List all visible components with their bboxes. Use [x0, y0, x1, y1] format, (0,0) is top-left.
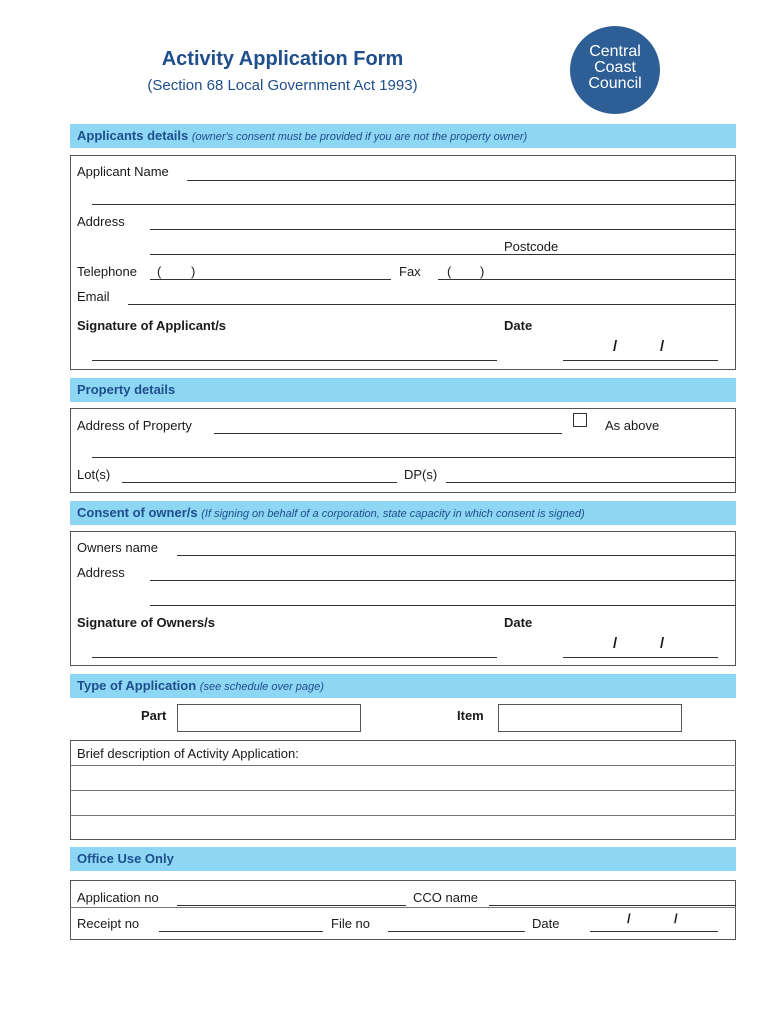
email-field[interactable]	[128, 304, 736, 305]
owners-date-field[interactable]	[563, 657, 718, 658]
type-note: (see schedule over page)	[199, 681, 324, 693]
applicants-heading: Applicants details	[77, 128, 189, 143]
consent-note: (If signing on behalf of a corporation, state capacity in which consent is signed)	[201, 508, 585, 520]
owners-signature-label: Signature of Owners/s	[77, 615, 215, 630]
cco-name-field[interactable]	[489, 905, 736, 906]
owners-address-field[interactable]	[150, 580, 736, 581]
office-row-divider	[70, 907, 736, 908]
email-label: Email	[77, 289, 110, 304]
telephone-field[interactable]	[150, 279, 391, 280]
owners-signature-field[interactable]	[92, 657, 497, 658]
owners-name-label: Owners name	[77, 540, 158, 555]
consent-heading: Consent of owner/s	[77, 505, 198, 520]
page-subtitle: (Section 68 Local Government Act 1993)	[147, 77, 418, 94]
owners-address-field-2[interactable]	[150, 605, 736, 606]
applicant-signature-label: Signature of Applicant/s	[77, 318, 227, 333]
applicants-heading-bar	[70, 124, 736, 148]
applicant-name-field-2[interactable]	[92, 204, 736, 205]
application-no-label: Application no	[77, 890, 159, 905]
postcode-label: Postcode	[504, 239, 559, 254]
applicants-note: (owner's consent must be provided if you are not the property owner)	[191, 131, 528, 143]
applicant-name-label: Applicant Name	[77, 164, 169, 179]
applicant-name-field[interactable]	[187, 180, 736, 181]
office-date-sep-1: /	[627, 911, 631, 926]
brief-description-line-3	[70, 815, 736, 816]
file-no-label: File no	[331, 916, 371, 931]
application-no-field[interactable]	[177, 905, 406, 906]
applicants-section	[70, 155, 736, 370]
part-input[interactable]	[177, 704, 361, 732]
applicant-address-field-2[interactable]	[150, 254, 736, 255]
office-date-field[interactable]	[590, 931, 718, 932]
type-heading: Type of Application	[77, 678, 197, 693]
file-no-field[interactable]	[388, 931, 525, 932]
dp-label: DP(s)	[404, 467, 438, 482]
property-heading-bar	[70, 378, 736, 402]
applicant-date-sep-2: /	[660, 338, 665, 355]
brief-description-line-1	[70, 765, 736, 766]
logo-line-3: Council	[588, 75, 642, 92]
logo-line-2: Coast	[594, 59, 636, 76]
property-address-field-2[interactable]	[92, 457, 736, 458]
owners-date-sep-2: /	[660, 635, 665, 652]
brief-description-label: Brief description of Activity Application:	[77, 746, 299, 761]
applicant-address-label: Address	[77, 214, 125, 229]
property-address-field[interactable]	[214, 433, 562, 434]
as-above-checkbox[interactable]	[573, 413, 587, 427]
owners-date-label: Date	[504, 615, 533, 630]
as-above-label: As above	[605, 418, 660, 433]
fax-label: Fax	[399, 264, 421, 279]
consent-heading-bar	[70, 501, 736, 525]
fax-field[interactable]	[438, 279, 736, 280]
owners-date-sep-1: /	[613, 635, 618, 652]
fax-paren-open: (	[447, 264, 452, 279]
applicant-signature-field[interactable]	[92, 360, 497, 361]
applicant-date-sep-1: /	[613, 338, 618, 355]
cco-name-label: CCO name	[413, 890, 479, 905]
lot-field[interactable]	[122, 482, 397, 483]
lot-label: Lot(s)	[77, 467, 111, 482]
office-date-sep-2: /	[674, 911, 678, 926]
council-logo	[570, 26, 660, 114]
office-date-label: Date	[532, 916, 560, 931]
office-heading-bar	[70, 847, 736, 871]
consent-section	[70, 531, 736, 666]
property-address-label: Address of Property	[77, 418, 192, 433]
item-label: Item	[457, 708, 484, 723]
property-heading: Property details	[77, 382, 176, 397]
page-title: Activity Application Form	[161, 48, 404, 70]
brief-description-line-2	[70, 790, 736, 791]
applicant-address-field[interactable]	[150, 229, 736, 230]
telephone-paren-open: (	[157, 264, 162, 279]
owners-name-field[interactable]	[177, 555, 736, 556]
owners-address-label: Address	[77, 565, 125, 580]
receipt-no-label: Receipt no	[77, 916, 140, 931]
receipt-no-field[interactable]	[159, 931, 323, 932]
applicant-date-label: Date	[504, 318, 533, 333]
applicant-date-field[interactable]	[563, 360, 718, 361]
type-heading-bar	[70, 674, 736, 698]
telephone-label: Telephone	[77, 264, 137, 279]
item-input[interactable]	[498, 704, 682, 732]
fax-paren-close: )	[480, 264, 485, 279]
part-label: Part	[141, 708, 167, 723]
office-heading: Office Use Only	[77, 851, 174, 866]
telephone-paren-close: )	[191, 264, 196, 279]
logo-line-1: Central	[589, 43, 641, 60]
dp-field[interactable]	[446, 482, 736, 483]
